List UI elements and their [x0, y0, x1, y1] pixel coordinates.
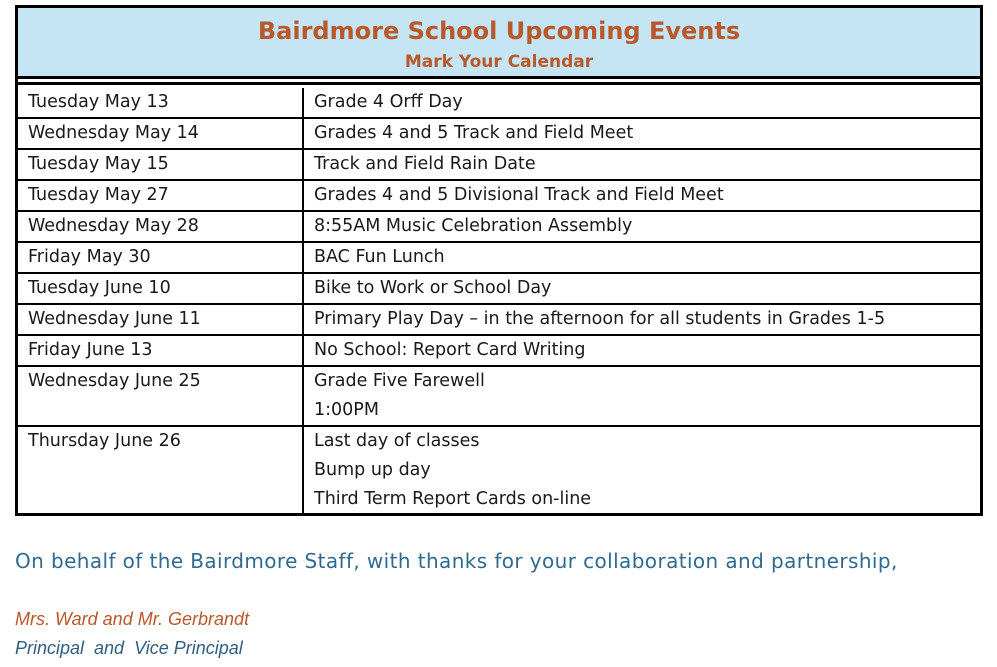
event-description: Grades 4 and 5 Track and Field Meet [314, 123, 634, 143]
event-row [18, 366, 980, 426]
event-description: Grade Five Farewell [314, 371, 485, 391]
event-date-cell [18, 366, 303, 426]
event-date-cell [18, 273, 303, 304]
event-description: 1:00PM [314, 400, 379, 420]
event-description-cell [303, 211, 980, 242]
event-description-cell [303, 149, 980, 180]
event-date: Wednesday June 11 [28, 309, 201, 329]
event-date: Friday May 30 [28, 247, 151, 267]
event-description-cell [303, 304, 980, 335]
footer-signatories: Mrs. Ward and Mr. Gerbrandt [15, 609, 250, 629]
event-date-cell [18, 242, 303, 273]
event-date: Tuesday May 15 [28, 154, 169, 174]
event-row [18, 88, 980, 118]
event-date-cell [18, 426, 303, 514]
event-date: Friday June 13 [28, 340, 153, 360]
event-description: Bump up day [314, 460, 431, 480]
event-description-cell [303, 273, 980, 304]
event-date-cell [18, 149, 303, 180]
footer-roles: Principal and Vice Principal [15, 638, 243, 658]
event-date: Tuesday June 10 [28, 278, 171, 298]
footer-thanks-message: On behalf of the Bairdmore Staff, with thanks for your collaboration and partnership, [15, 549, 898, 573]
event-description-cell [303, 242, 980, 273]
event-description: Grade 4 Orff Day [314, 92, 463, 112]
event-row [18, 426, 980, 514]
event-date: Tuesday May 13 [28, 92, 169, 112]
event-description: No School: Report Card Writing [314, 340, 586, 360]
event-date-cell [18, 180, 303, 211]
event-date-cell [18, 211, 303, 242]
event-date-cell [18, 118, 303, 149]
event-row [18, 180, 980, 211]
events-subtitle: Mark Your Calendar [404, 52, 594, 72]
event-description-cell [303, 180, 980, 211]
event-description-cell [303, 88, 980, 118]
event-date: Thursday June 26 [28, 431, 181, 451]
event-row [18, 242, 980, 273]
event-date: Wednesday June 25 [28, 371, 201, 391]
event-description: Grades 4 and 5 Divisional Track and Field Meet [314, 185, 724, 205]
event-row [18, 304, 980, 335]
events-table-frame [15, 5, 983, 516]
event-description-cell [303, 118, 980, 149]
event-date: Tuesday May 27 [28, 185, 169, 205]
event-description-cell [303, 366, 980, 426]
event-description-cell [303, 335, 980, 366]
events-table [18, 88, 980, 514]
event-date: Wednesday May 14 [28, 123, 199, 143]
events-header [18, 8, 980, 76]
event-row [18, 211, 980, 242]
event-description: BAC Fun Lunch [314, 247, 445, 267]
event-description: 8:55AM Music Celebration Assembly [314, 216, 633, 236]
event-description: Track and Field Rain Date [314, 154, 536, 174]
event-description-cell [303, 426, 980, 514]
event-row [18, 273, 980, 304]
event-date: Wednesday May 28 [28, 216, 199, 236]
header-divider-top [18, 76, 980, 79]
events-table-body [18, 88, 980, 514]
event-date-cell [18, 335, 303, 366]
event-description: Bike to Work or School Day [314, 278, 552, 298]
event-row [18, 118, 980, 149]
events-title: Bairdmore School Upcoming Events [257, 17, 741, 45]
event-date-cell [18, 304, 303, 335]
event-description: Primary Play Day – in the afternoon for all students in Grades 1-5 [314, 309, 886, 329]
event-description: Third Term Report Cards on-line [314, 489, 592, 509]
event-description: Last day of classes [314, 431, 480, 451]
event-date-cell [18, 88, 303, 118]
event-row [18, 335, 980, 366]
header-divider-bottom [18, 82, 980, 85]
event-row [18, 149, 980, 180]
